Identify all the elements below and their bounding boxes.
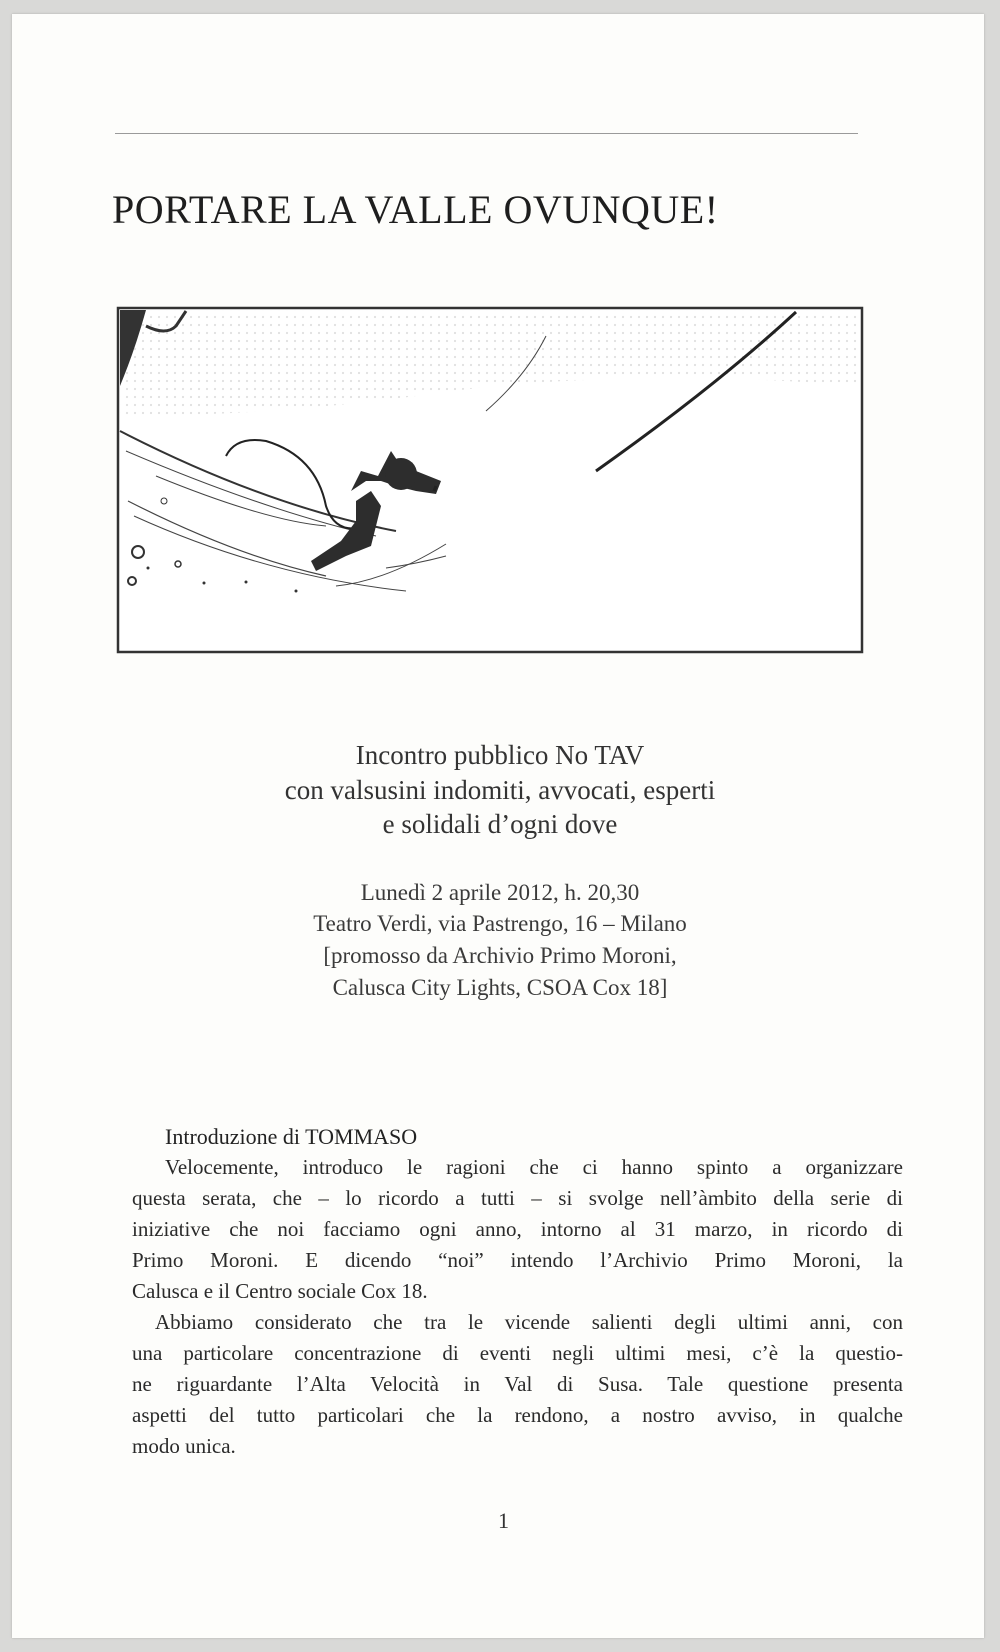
body-line: una particolare concentrazione di eventi negli ultimi mesi, c’è la questio-	[132, 1341, 903, 1365]
event-promoters: Calusca City Lights, CSOA Cox 18]	[332, 975, 668, 1000]
body-line: modo unica.	[132, 1434, 236, 1458]
body-line: Primo Moroni. E dicendo “noi” intendo l’Archivio Primo Moroni, la	[132, 1248, 903, 1272]
headline-line: Incontro pubblico No TAV	[355, 740, 645, 770]
body-line: aspetti del tutto particolari che la rendono, a nostro avviso, in qualche	[132, 1403, 903, 1427]
top-rule	[115, 133, 858, 134]
comic-illustration	[116, 306, 864, 654]
body-line: ne riguardante l’Alta Velocità in Val di Susa. Tale questione presenta	[132, 1372, 903, 1396]
event-date: Lunedì 2 aprile 2012, h. 20,30	[360, 880, 640, 905]
body-line: Calusca e il Centro sociale Cox 18.	[132, 1279, 428, 1303]
body-line: iniziative che noi facciamo ogni anno, intorno al 31 marzo, in ricordo di	[132, 1217, 903, 1241]
headline-line: con valsusini indomiti, avvocati, esperti	[284, 775, 716, 805]
body-line: Velocemente, introduco le ragioni che ci hanno spinto a organizzare	[165, 1155, 903, 1179]
page-number: 1	[498, 1508, 509, 1533]
page-title: PORTARE LA VALLE OVUNQUE!	[112, 187, 719, 232]
section-heading: Introduzione di TOMMASO	[165, 1124, 418, 1149]
body-line: Abbiamo considerato che tra le vicende salienti degli ultimi anni, con	[155, 1310, 903, 1334]
body-line: questa serata, che – lo ricordo a tutti – si svolge nell’àmbito della serie di	[132, 1186, 903, 1210]
event-promoters: [promosso da Archivio Primo Moroni,	[323, 943, 677, 968]
headline-line: e solidali d’ogni dove	[382, 809, 618, 839]
event-venue: Teatro Verdi, via Pastrengo, 16 – Milano	[313, 911, 687, 936]
